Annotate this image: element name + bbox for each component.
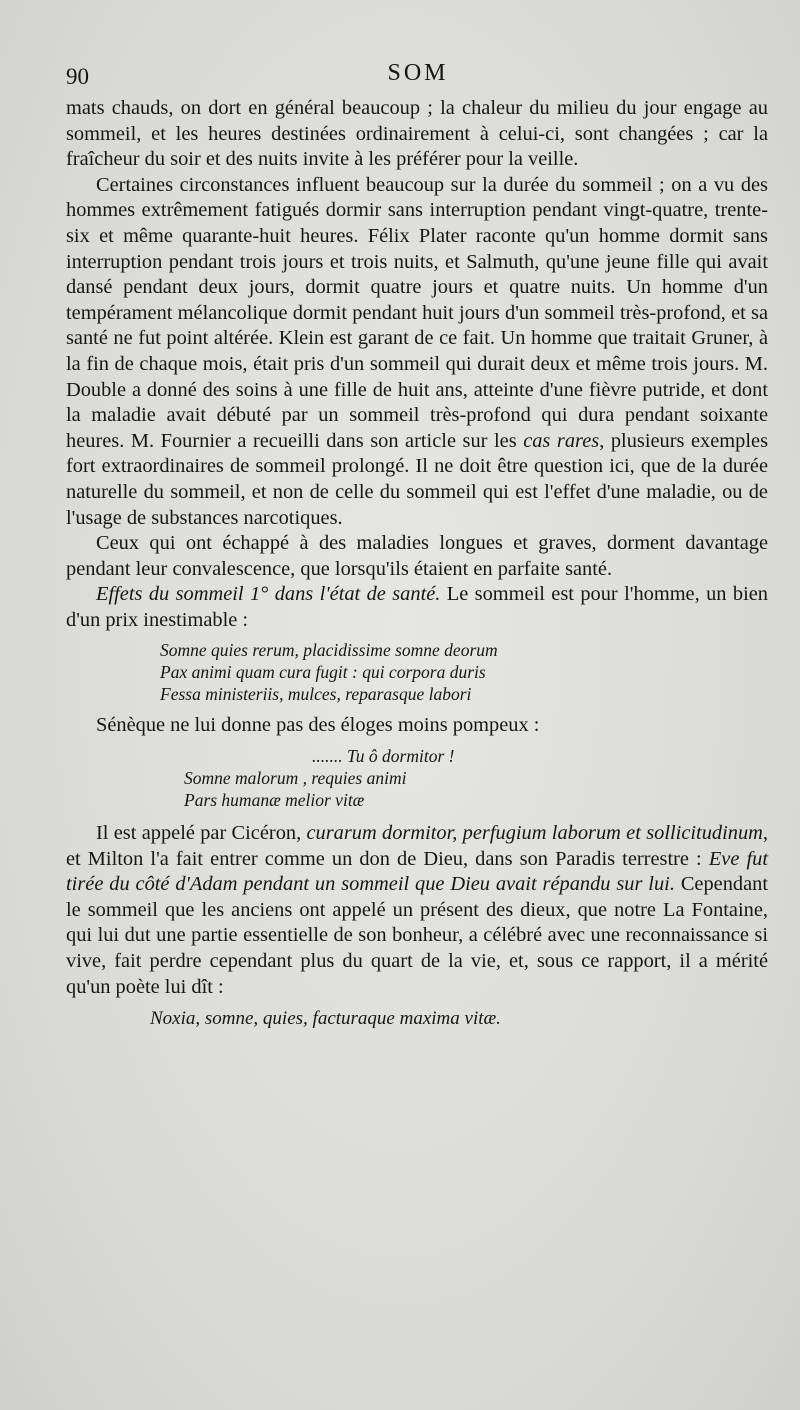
paragraph-2-italic: cas rares	[523, 429, 600, 452]
paragraph-6	[66, 821, 768, 1000]
paragraph-1: mats chauds, on dort en général beaucoup ; la chaleur du milieu du jour engage au sommeil, et les heures destinées ordinairement à celui-ci, sont changées ; car la fraîcheur du soir et des nuits invite à les préférer pour la veille.	[66, 97, 768, 171]
paragraph-4	[66, 582, 768, 633]
verse-2-line-2: Somne malorum , requies animi	[184, 768, 407, 789]
paragraph-6-a: Il est appelé par Cicéron,	[96, 822, 307, 845]
paragraph-6-b: , et Milton l'a fait entrer comme un don de Dieu, dans son Paradis terrestre :	[66, 822, 768, 870]
verse-1-line-1: Somne quies rerum, placidissime somne deorum	[160, 640, 498, 661]
paragraph-2-end: , plusieurs exemples fort extraordinaires de sommeil prolongé. Il ne doit être question ici, que de la durée naturelle du sommeil, et non de celle du sommeil qui est l'effet d'une maladie, ou de l'usage de substances narcotiques.	[66, 429, 768, 529]
verse-1-line-2: Pax animi quam cura fugit : qui corpora duris	[160, 662, 486, 683]
verse-1-line-3: Fessa ministeriis, mulces, reparasque labori	[160, 684, 472, 705]
running-head: SOM	[387, 60, 449, 86]
paragraph-6-c: Cependant le sommeil que les anciens ont appelé un présent des dieux, que notre La Fontaine, qui lui dut une partie essentielle de son bonheur, a célébré avec une reconnaissance si vive, fait perdre cependant plus du quart de la vie, et, sous ce rapport, il a mérité qu'un poète lui dît :	[66, 873, 769, 998]
paragraph-4-text: Le sommeil est pour l'homme, un bien d'un prix inestimable :	[66, 583, 768, 631]
section-heading-effets: Effets du sommeil 1° dans l'état de santé.	[96, 583, 441, 606]
verse-2-line-1: ....... Tu ô dormitor !	[312, 746, 455, 767]
paragraph-6-italic-1: curarum dormitor, perfugium laborum et sollicitudinum	[306, 822, 763, 845]
final-verse-quote: Noxia, somne, quies, facturaque maxima vitæ.	[150, 1008, 501, 1030]
paragraph-3: Ceux qui ont échappé à des maladies longues et graves, dorment davantage pendant leur convalescence, que lorsqu'ils étaient en parfaite santé.	[66, 532, 768, 580]
page-number: 90	[66, 64, 89, 89]
paragraph-2-text: Certaines circonstances influent beaucoup sur la durée du sommeil ; on a vu des hommes extrêmement fatigués dormir sans interruption pendant vingt-quatre, trente-six et même quarante-huit heures. Félix Plater raconte qu'un homme dormit sans interruption pendant trois jours et trois nuits, et Salmuth, qu'une jeune fille qui avait dansé pendant deux jours, dormit quatre jours et quatre nuits. Un homme d'un tempérament mélancolique dormit pendant huit jours d'un sommeil très-profond, et sa santé ne fut point altérée. Klein est garant de ce fait. Un homme que traitait Gruner, à la fin de chaque mois, était pris d'un sommeil qui durait deux et même trois jours. M. Double a donné des soins à une fille de huit ans, atteinte d'une fièvre putride, et dont la maladie avait débuté par un sommeil très-profond qui dura pendant soixante heures. M. Fournier a recueilli dans son article sur les	[66, 173, 768, 452]
page-body	[66, 96, 768, 1032]
paragraph-6-italic-2: Eve fut tirée du côté d'Adam pendant un sommeil que Dieu avait répandu sur lui.	[66, 847, 768, 896]
paragraph-2	[66, 173, 768, 531]
verse-quote-1	[160, 639, 768, 705]
page-header	[66, 56, 770, 96]
verse-quote-2	[184, 745, 768, 811]
verse-2-line-3: Pars humanæ melior vitæ	[184, 790, 365, 811]
paragraph-5: Sénèque ne lui donne pas des éloges moins pompeux :	[96, 714, 540, 737]
